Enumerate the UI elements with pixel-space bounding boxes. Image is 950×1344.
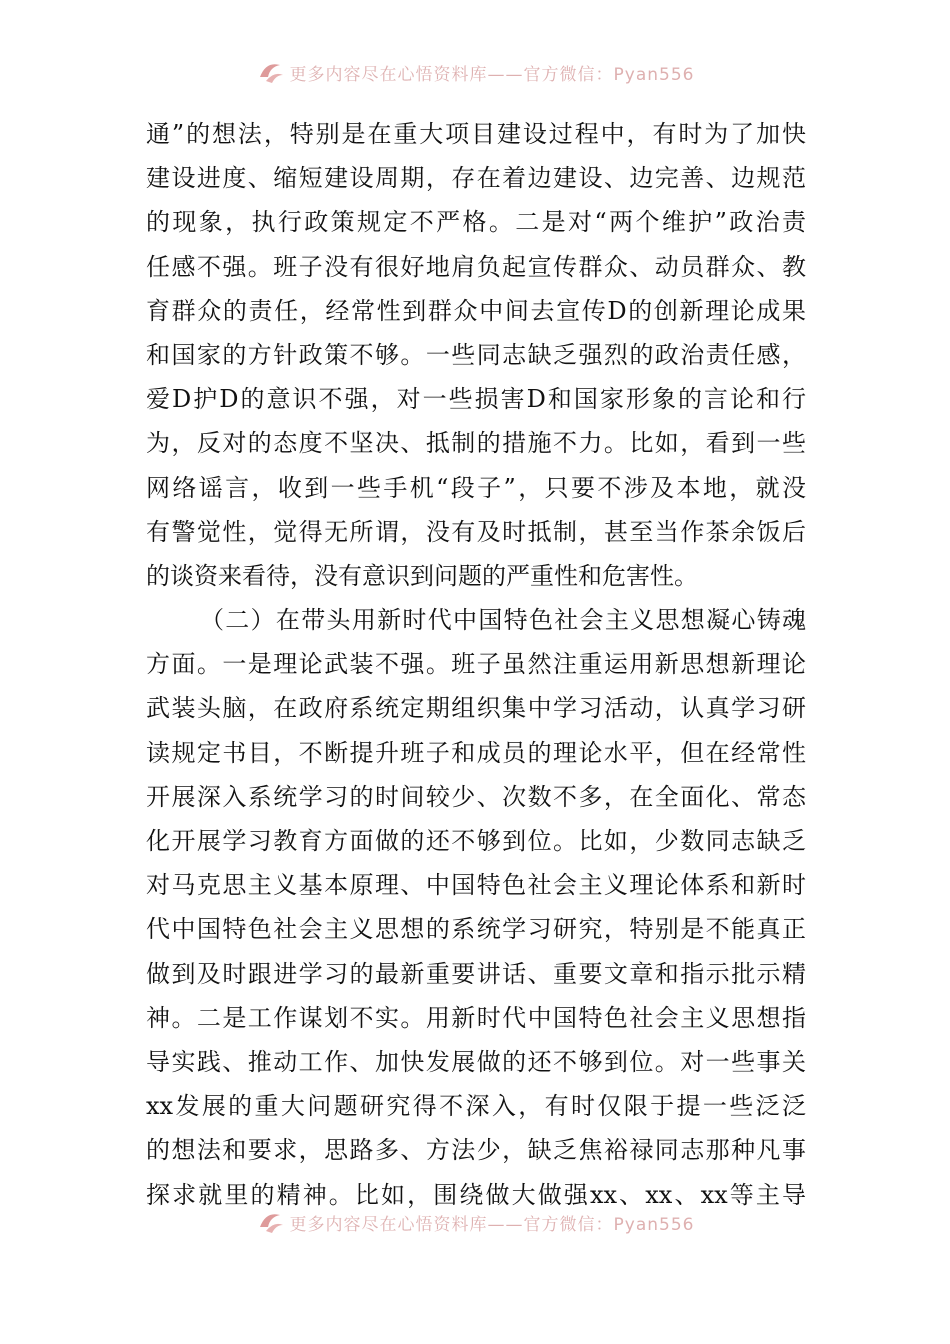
text-line: 方面。一是理论武装不强。班子虽然注重运用新思想新理论 [146,650,806,679]
watermark-logo-icon [256,1207,286,1237]
watermark-text: 更多内容尽在心悟资料库——官方微信：Pyan556 [289,1214,695,1235]
text-line: 有警觉性，觉得无所谓，没有及时抵制，甚至当作茶余饭后 [146,517,806,546]
text-line: 化开展学习教育方面做的还不够到位。比如，少数同志缺乏 [146,827,806,855]
text-line: 通”的想法，特别是在重大项目建设过程中，有时为了加快 [146,120,806,148]
text-line: 爱D护D的意识不强，对一些损害D和国家形象的言论和行 [146,385,806,414]
section-heading-line: （二）在带头用新时代中国特色社会主义思想凝心铸魂 [200,606,806,635]
text-line: 导实践、推动工作、加快发展做的还不够到位。对一些事关 [146,1047,806,1076]
text-line: 和国家的方针政策不够。一些同志缺乏强烈的政治责任感， [146,340,806,369]
text-line: 的现象，执行政策规定不严格。二是对“两个维护”政治责 [146,208,806,237]
text-line: 做到及时跟进学习的最新重要讲话、重要文章和指示批示精 [146,959,806,988]
text-line: 任感不强。班子没有很好地肩负起宣传群众、动员群众、教 [146,252,806,281]
text-line: 为，反对的态度不坚决、抵制的措施不力。比如，看到一些 [146,429,806,458]
watermark-text: 更多内容尽在心悟资料库——官方微信：Pyan556 [289,64,695,85]
text-line: 武装头脑，在政府系统定期组织集中学习活动，认真学习研 [146,694,806,723]
text-line: xx发展的重大问题研究得不深入，有时仅限于提一些泛泛 [146,1092,806,1121]
text-line: 代中国特色社会主义思想的系统学习研究，特别是不能真正 [146,915,806,944]
text-line: 对马克思主义基本原理、中国特色社会主义理论体系和新时 [146,871,806,900]
text-line: 建设进度、缩短建设周期，存在着边建设、边完善、边规范 [146,164,806,193]
text-line: 的想法和要求，思路多、方法少，缺乏焦裕禄同志那种凡事 [146,1136,806,1165]
text-line: 育群众的责任，经常性到群众中间去宣传D的创新理论成果 [146,296,806,325]
watermark-header [0,55,950,89]
watermark-logo-icon [256,57,286,87]
paragraph-last-line: 的谈资来看待，没有意识到问题的严重性和危害性。 [146,561,698,590]
watermark-footer [0,1205,950,1239]
text-line: 读规定书目，不断提升班子和成员的理论水平，但在经常性 [146,738,806,767]
text-line: 开展深入系统学习的时间较少、次数不多，在全面化、常态 [146,782,806,811]
text-line: 神。二是工作谋划不实。用新时代中国特色社会主义思想指 [146,1003,806,1032]
document-body [146,112,806,1217]
text-line: 网络谣言，收到一些手机“段子”，只要不涉及本地，就没 [146,473,806,502]
text-line: 探求就里的精神。比如，围绕做大做强xx、xx、xx等主导 [146,1180,806,1209]
